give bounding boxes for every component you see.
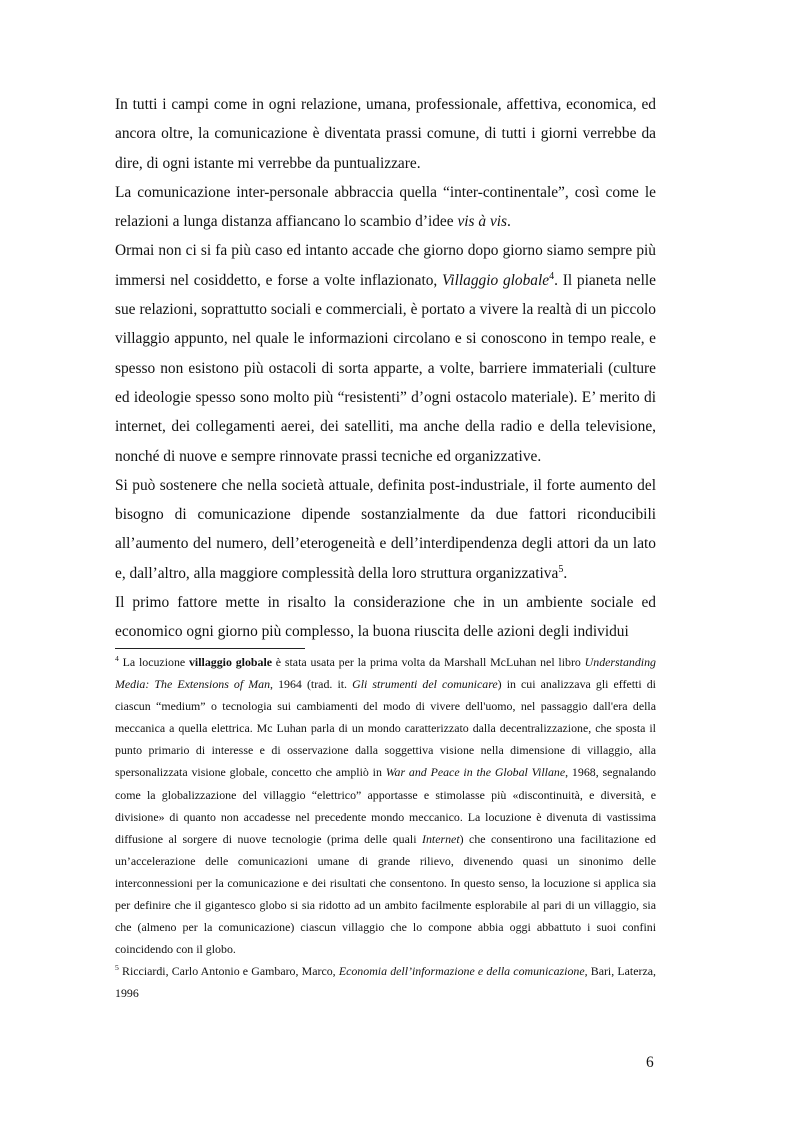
book-title: Economia dell’informazione e della comunicazione: [338, 964, 585, 979]
paragraph-4: Si può sostenere che nella società attuale, definita post-industriale, il forte aumento del bisogno di comunicazione dipende sostanzialmente da due fattori riconducibili all’aumento del numero, dell’eterogeneità e dell’interdipendenza degli attori da un lato e, dall’altro, alla maggiore complessità della loro struttura organizzativa$^5$.: [115, 476, 656, 582]
paragraph-3: Ormai non ci si fa più caso ed intanto accade che giorno dopo giorno siamo sempre più immersi nel cosiddetto, e forse a volte inflazionato, Villaggio globale$^4$. Il pianeta nelle sue relazioni, soprattutto sociali e commerciali, è portato a vivere la realtà di un piccolo villaggio appunto, nel quale le informazioni circolano e si conoscono in tempo reale, e spesso non esistono più ostacoli di sorta apparte, a volte, barriere immateriali (culture ed ideologie spesso sono molto più “resistenti” d’ogni ostacolo materiale). E’ merito di internet, dei collegamenti aerei, dei satelliti, ma anche della radio e della televisione, nonché di nuove e sempre rinnovate prassi tecniche ed organizzative.: [115, 242, 657, 465]
book-title: War and Peace in the Global Villane: [385, 765, 566, 780]
italic-phrase: vis à vis: [457, 213, 508, 231]
page-number: 6: [646, 1054, 654, 1071]
body-text: [115, 90, 656, 647]
footnote-ref-5[interactable]: 5: [558, 563, 564, 575]
footnote-divider: [115, 648, 305, 649]
paragraph-2: La comunicazione inter-personale abbraccia quella “inter-continentale”, così come le relazioni a lunga distanza affiancano lo scambio d’idee vis à vis.: [115, 183, 656, 231]
italic-term: Villaggio globale: [442, 271, 550, 289]
italic-term: Internet: [421, 831, 460, 846]
footnote-4: $^4$ La locuzione villaggio globale è stata usata per la prima volta da Marshall McLuhan nel libro Understanding Media: The Extensions of Man, 1964 (trad. it. Gli strumenti del comunicare) in cui analizzava gli effetti di ciascun “medium” o tecnologia sui cambiamenti del modo di vivere dell'uomo, nel passaggio dall'era della meccanica a quella elettrica. Mc Luhan parla di un mondo caratterizzato dalla decentralizzazione, che sposta il punto primario di interesse e di osservazione dalla soggettiva visione nella dimensione di villaggio, alla spersonalizzata visione globale, concetto che ampliò in War and Peace in the Global Villane, 1968, segnalando come la globalizzazione del villaggio “elettrico” apportasse e stimolasse più «discontinuità, e diversità, e divisione» di quanto non accadesse nel precedente mondo meccanico. La locuzione è divenuta di vastissima diffusione al sorgere di nuove tecnologie (prima delle quali Internet) che consentirono una facilitazione ed un’accelerazione delle comunicazioni umane di grande rilievo, divenendo quasi un sinonimo delle interconnessioni per la comunicazione e dei risultati che consentono. In questo senso, la locuzione si applica sia per definire che il gigantesco globo si sia ridotto ad un ambito facilmente esplorabile al pari di un villaggio, sia che (almeno per la comunicazione) ciascun villaggio che lo compone abbia oggi abbattuto i suoi confini coincidendo con il globo.: [115, 654, 657, 957]
footnotes: [115, 651, 656, 1005]
paragraph-5: Il primo fattore mette in risalto la considerazione che in un ambiente sociale ed economico ogni giorno più complesso, la buona riuscita delle azioni degli individui: [115, 594, 656, 641]
book-title: Gli strumenti del comunicare: [352, 677, 498, 692]
bold-term: villaggio globale: [188, 655, 273, 669]
footnote-ref-4[interactable]: 4: [549, 270, 555, 282]
footnote-number: 5: [115, 963, 119, 973]
footnote-number: 4: [115, 654, 119, 664]
book-title: Understanding Media: The Extensions of Man: [115, 655, 657, 692]
footnote-5: $^5$ Ricciardi, Carlo Antonio e Gambaro, Marco, Economia dell’informazione e della comunicazione, Bari, Laterza, 1996: [115, 963, 656, 1001]
paragraph-1: In tutti i campi come in ogni relazione, umana, professionale, affettiva, economica, ed ancora oltre, la comunicazione è diventata prassi comune, di tutti i giorni verrebbe da dire, di ogni istante mi verrebbe da puntualizzare.: [115, 96, 656, 172]
